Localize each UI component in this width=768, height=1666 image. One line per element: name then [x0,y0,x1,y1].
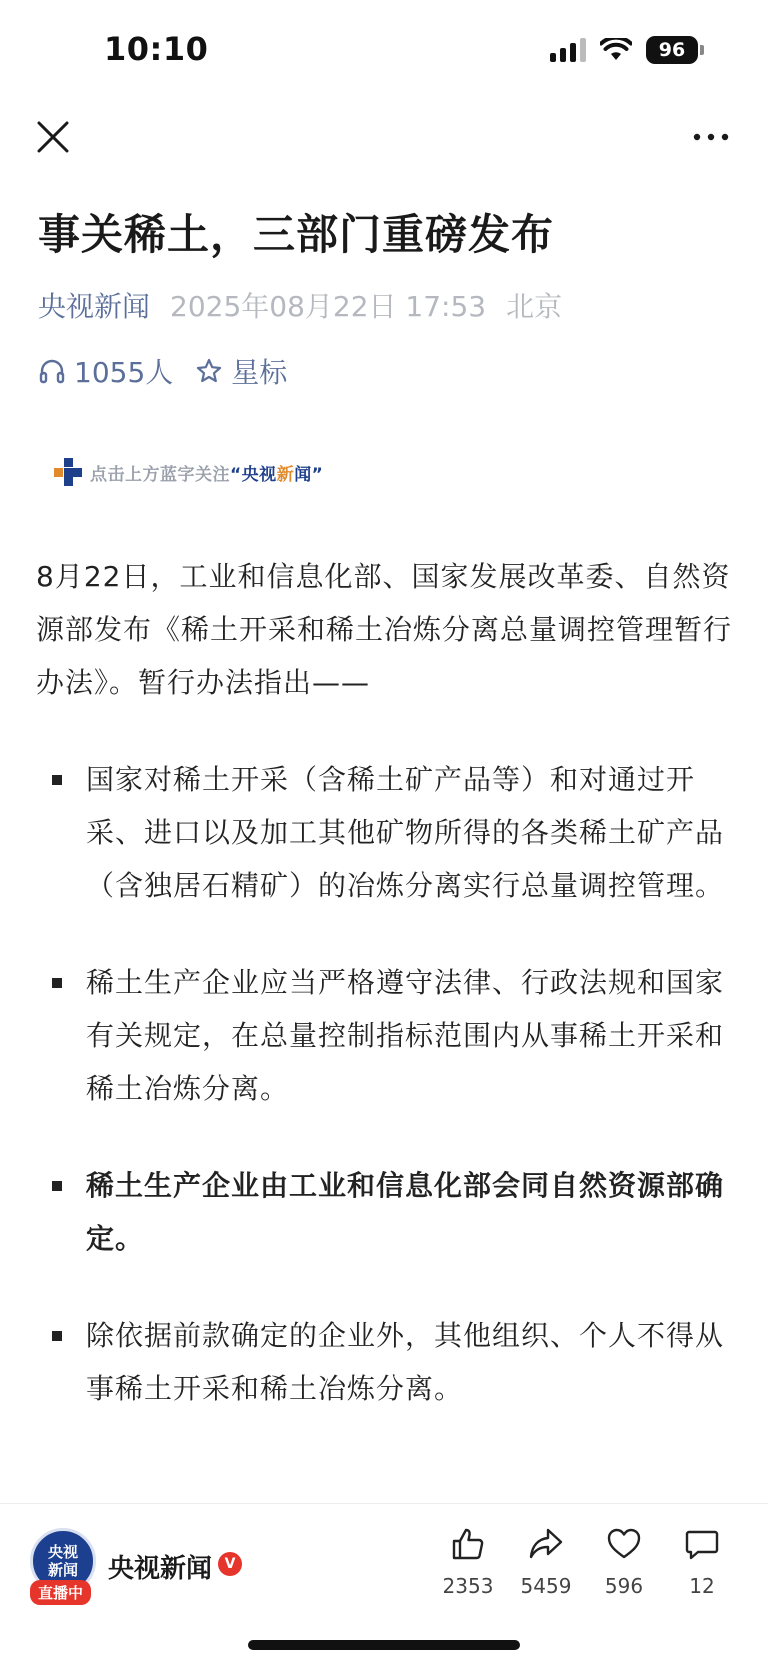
star-icon [195,357,223,385]
article-meta [38,285,734,325]
article-title: 事关稀土，三部门重磅发布 [38,210,555,259]
listen-button[interactable] [38,351,173,391]
article-source[interactable]: 央视新闻 [38,290,151,323]
status-icons [550,36,704,64]
list-item: 稀土生产企业应当严格遵守法律、行政法规和国家有关规定，在总量控制指标范围内从事稀土开采和稀土冶炼分离。 [36,956,736,1115]
status-time: 10:10 [104,30,209,68]
more-icon[interactable] [688,114,734,160]
share-button[interactable] [506,1526,586,1598]
comment-icon [684,1526,720,1562]
battery-icon [646,36,704,64]
article-stats [38,351,734,391]
signal-icon [550,38,586,62]
cctv-logo-icon [54,458,82,486]
article-location: 北京 [506,290,563,323]
article-header [38,205,734,391]
follow-text: 点击上方蓝字关注“央视新闻” [90,464,324,485]
nav-bar [0,108,768,168]
battery-level: 96 [646,36,698,64]
wifi-icon [600,38,632,62]
favorite-count: 596 [604,1574,644,1598]
share-count: 5459 [520,1574,572,1598]
channel-name[interactable]: 央视新闻 [108,1554,213,1584]
close-icon[interactable] [30,114,76,160]
status-bar [0,0,768,100]
live-badge[interactable]: 直播中 [30,1580,91,1605]
like-count: 2353 [442,1574,494,1598]
like-button[interactable] [428,1526,508,1598]
headphones-icon [38,357,66,385]
verified-icon: V [218,1552,242,1576]
home-indicator[interactable] [248,1640,520,1650]
article-date: 2025年08月22日 17:53 [170,290,487,323]
list-item: 稀土生产企业由工业和信息化部会同自然资源部确定。 [36,1159,736,1265]
thumbs-up-icon [450,1526,486,1562]
list-item: 除依据前款确定的企业外，其他组织、个人不得从事稀土开采和稀土冶炼分离。 [36,1309,736,1415]
favorite-button[interactable] [584,1526,664,1598]
listener-count: 1055人 [74,356,174,389]
bullet-list [36,753,736,1415]
star-button[interactable] [195,351,287,391]
intro-paragraph: 8月22日，工业和信息化部、国家发展改革委、自然资源部发布《稀土开采和稀土冶炼分离总量调控管理暂行办法》。暂行办法指出—— [36,560,733,699]
list-item: 国家对稀土开采（含稀土矿产品等）和对通过开采、进口以及加工其他矿物所得的各类稀土矿产品（含独居石精矿）的冶炼分离实行总量调控管理。 [36,753,736,912]
follow-banner[interactable] [54,458,323,486]
share-icon [528,1526,564,1562]
comment-count: 12 [689,1574,715,1598]
comment-button[interactable] [662,1526,742,1598]
article-body [36,550,736,1459]
avatar[interactable]: 央视 新闻 [30,1528,96,1594]
heart-icon [606,1526,642,1562]
star-label: 星标 [231,356,288,389]
